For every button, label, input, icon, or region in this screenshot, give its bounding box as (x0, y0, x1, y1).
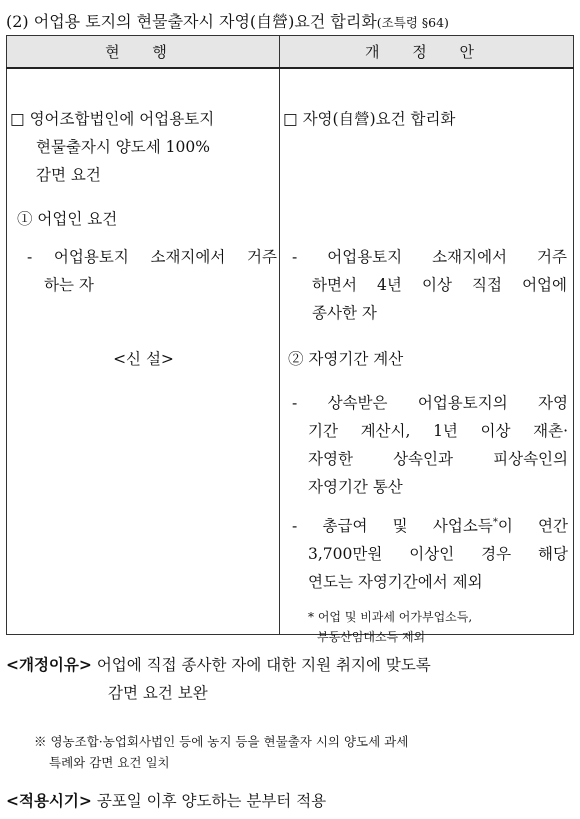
proposed-inheritance-line: - 상속받은 어업용토지의 자영 (292, 394, 568, 412)
proposed-period-calculation: ② 자영기간 계산 (288, 350, 404, 368)
proposed-inheritance-line: 자영기간 통산 (308, 478, 403, 496)
income-text: 이 연간 (497, 517, 568, 535)
current-item-1 (10, 105, 276, 189)
effective-label: <적용시기> (6, 791, 92, 810)
effective-date (6, 787, 571, 815)
current-column (7, 68, 280, 635)
proposed-residence-line: - 어업용토지 소재지에서 거주 (292, 248, 567, 266)
footnote-line: * 어업 및 비과세 어가부업소득, (308, 610, 473, 624)
law-reference: (조특령 §64) (376, 15, 449, 30)
proposed-inheritance-line: 자영한 상속인과 피상속인의 (308, 450, 568, 468)
current-farmer-requirement: ① 어업인 요건 (17, 210, 118, 228)
current-item-1-line: 현물출자시 양도세 100% (36, 138, 210, 156)
comparison-table (6, 35, 574, 644)
proposed-inheritance-line: 기간 계산시, 1년 이상 재촌· (308, 422, 568, 440)
header-current: 현 행 (7, 36, 280, 69)
current-item-1-line: 감면 요건 (36, 166, 101, 184)
header-proposed: 개 정 안 (280, 36, 574, 69)
section-title-main: (2) 어업용 토지의 현물출자시 자영(自營)요건 합리화 (6, 12, 377, 31)
proposed-inheritance-rule (292, 389, 568, 501)
proposed-income-line (292, 512, 568, 540)
new-provision-marker: <신 설> (113, 350, 174, 368)
current-residence-line: 하는 자 (44, 276, 94, 294)
current-item-1-line: □ 영어조합법인에 어업용토지 (10, 110, 215, 128)
current-residence-requirement (27, 243, 277, 299)
note-line: ※ 영농조합·농업회사법인 등에 농지 등을 현물출자 시의 양도세 과세 (34, 734, 409, 749)
reason-text: 어업에 직접 종사한 자에 대한 지원 취지에 맞도록 (96, 656, 431, 674)
income-footnote (308, 607, 563, 647)
proposed-item-1: □ 자영(自營)요건 합리화 (283, 110, 456, 128)
proposed-residence-line: 종사한 자 (312, 304, 377, 322)
proposed-income-line: 연도는 자영기간에서 제외 (308, 573, 483, 591)
proposed-income-line: 3,700만원 이상인 경우 해당 (308, 545, 568, 563)
current-residence-line: - 어업용토지 소재지에서 거주 (27, 248, 277, 266)
amendment-reason (6, 651, 571, 707)
effective-text: 공포일 이후 양도하는 분부터 적용 (96, 792, 327, 810)
proposed-residence-requirement (292, 243, 567, 327)
reason-label: <개정이유> (6, 655, 92, 674)
footnote-line: 부동산임대소득 제외 (317, 630, 426, 644)
income-text: - 총급여 및 사업소득 (292, 517, 493, 535)
section-title (6, 9, 576, 32)
footnote-mark: * (492, 516, 498, 528)
proposed-income-exclusion (292, 512, 568, 596)
reason-text-cont: 감면 요건 보완 (108, 684, 208, 702)
proposed-residence-line: 하면서 4년 이상 직접 어업에 (312, 276, 567, 294)
reference-note (34, 731, 564, 773)
note-line: 특례와 감면 요건 일치 (49, 755, 170, 770)
proposed-column (280, 68, 574, 644)
